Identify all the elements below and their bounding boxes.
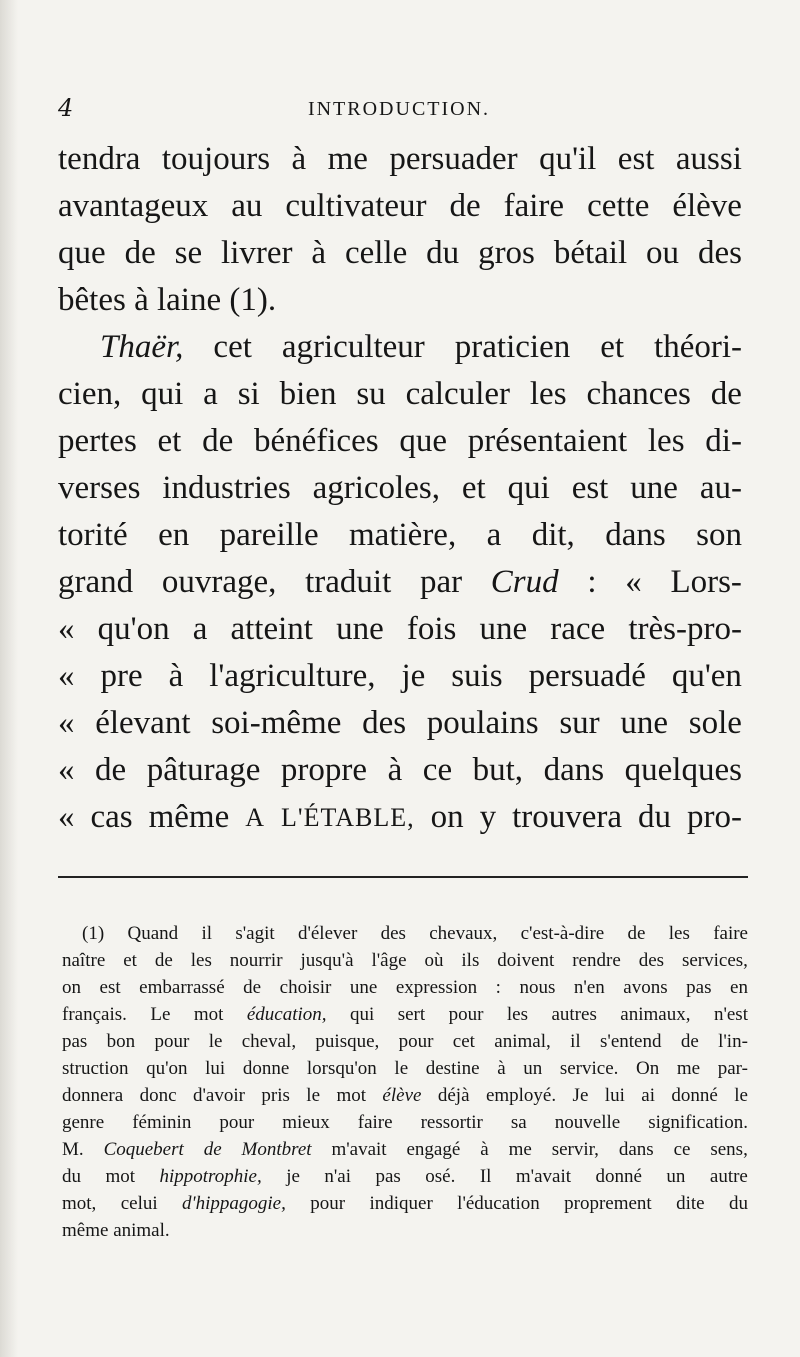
word: cien, bbox=[58, 376, 122, 412]
word: quelques bbox=[624, 752, 742, 788]
word: m'avait bbox=[331, 1139, 387, 1160]
word: torité bbox=[58, 517, 128, 553]
footnote-line bbox=[62, 1163, 748, 1190]
word: proprement bbox=[564, 1193, 652, 1214]
word: dans bbox=[543, 752, 605, 788]
body-line bbox=[58, 653, 742, 700]
word: me bbox=[327, 141, 368, 177]
word: « bbox=[625, 564, 642, 600]
word: sert bbox=[397, 1004, 426, 1025]
word: une bbox=[479, 611, 528, 647]
word: le bbox=[208, 1031, 223, 1052]
word: on bbox=[62, 977, 81, 998]
word: pas bbox=[686, 977, 712, 998]
word: M. bbox=[62, 1139, 84, 1160]
word: même bbox=[148, 799, 230, 835]
word: race bbox=[550, 611, 606, 647]
body-line bbox=[58, 700, 742, 747]
footnote-line bbox=[62, 947, 748, 974]
word: nourrir bbox=[229, 950, 283, 971]
word: persuader bbox=[389, 141, 518, 177]
word: a bbox=[486, 517, 502, 553]
word: les bbox=[529, 376, 567, 412]
word: chances bbox=[586, 376, 691, 412]
body-line bbox=[58, 794, 742, 841]
word: à bbox=[134, 282, 149, 318]
word: pour bbox=[310, 1193, 346, 1214]
word: en bbox=[730, 977, 748, 998]
word: services, bbox=[681, 950, 748, 971]
word: me bbox=[676, 1058, 701, 1079]
word: n'ai bbox=[324, 1166, 352, 1187]
word: et bbox=[461, 470, 486, 506]
word: très-pro- bbox=[628, 611, 742, 647]
word: éducation, bbox=[246, 1004, 327, 1025]
word: mot bbox=[336, 1085, 366, 1106]
word: et bbox=[157, 423, 182, 459]
word: l'éducation bbox=[457, 1193, 540, 1214]
word: matière, bbox=[349, 517, 457, 553]
word: le bbox=[394, 1058, 409, 1079]
word: embarrassé bbox=[139, 977, 225, 998]
word: l'agriculture, bbox=[209, 658, 376, 694]
word: du bbox=[62, 1166, 81, 1187]
word: ressortir bbox=[420, 1112, 483, 1133]
word: traduit bbox=[305, 564, 392, 600]
footnote-line bbox=[62, 974, 748, 1001]
word: but, bbox=[472, 752, 524, 788]
word: cet bbox=[452, 1031, 475, 1052]
word: il bbox=[201, 923, 212, 944]
word: faire bbox=[357, 1112, 393, 1133]
word: servir, bbox=[551, 1139, 599, 1160]
word: : bbox=[587, 564, 597, 600]
word: d'avoir bbox=[192, 1085, 245, 1106]
word: son bbox=[696, 517, 742, 553]
word: lui bbox=[604, 1085, 625, 1106]
word: bénéfices bbox=[253, 423, 379, 459]
word: me bbox=[508, 1139, 532, 1160]
word: (1) bbox=[82, 923, 105, 944]
word: au bbox=[231, 188, 263, 224]
word: calculer bbox=[405, 376, 510, 412]
word: un bbox=[523, 1058, 543, 1079]
word: est bbox=[571, 470, 609, 506]
word: y bbox=[479, 799, 497, 835]
word: qu'on bbox=[146, 1058, 188, 1079]
word: est bbox=[99, 977, 121, 998]
word: sole bbox=[688, 705, 742, 741]
word: ce bbox=[422, 752, 453, 788]
word: du bbox=[728, 1193, 748, 1214]
word: rendre bbox=[572, 950, 621, 971]
word: ils bbox=[461, 950, 480, 971]
word: autres bbox=[551, 1004, 597, 1025]
word: des bbox=[638, 950, 665, 971]
word: Lors- bbox=[670, 564, 742, 600]
word: de bbox=[449, 188, 481, 224]
word: bêtes bbox=[58, 282, 126, 318]
word: animaux, bbox=[620, 1004, 691, 1025]
word: même bbox=[62, 1220, 109, 1241]
word: que bbox=[399, 423, 447, 459]
footnote-line bbox=[62, 1190, 748, 1217]
word: et bbox=[600, 329, 625, 365]
word: pris bbox=[261, 1085, 290, 1106]
word: les bbox=[647, 423, 685, 459]
word: suis bbox=[451, 658, 503, 694]
word: puisque, bbox=[315, 1031, 380, 1052]
word: donc bbox=[139, 1085, 177, 1106]
word: c'est-à-dire bbox=[520, 923, 605, 944]
word: cas bbox=[90, 799, 133, 835]
footnote-line bbox=[62, 1109, 748, 1136]
word: une bbox=[620, 705, 669, 741]
footnotes bbox=[62, 920, 748, 1244]
word: une bbox=[336, 611, 384, 647]
word: Quand bbox=[127, 923, 179, 944]
word: cheval, bbox=[241, 1031, 297, 1052]
word: propre bbox=[280, 752, 368, 788]
word: de bbox=[680, 1031, 699, 1052]
word: du bbox=[426, 235, 460, 271]
body-line bbox=[58, 418, 742, 465]
word: A bbox=[245, 803, 266, 832]
word: dit, bbox=[531, 517, 575, 553]
word: une bbox=[349, 977, 378, 998]
word: dans bbox=[605, 517, 666, 553]
word: verses bbox=[58, 470, 141, 506]
word: pertes bbox=[58, 423, 137, 459]
word: élève bbox=[672, 188, 742, 224]
word: qui bbox=[350, 1004, 375, 1025]
word: Montbret bbox=[241, 1139, 312, 1160]
word: pas bbox=[62, 1031, 88, 1052]
word: Je bbox=[572, 1085, 589, 1106]
word: se bbox=[174, 235, 203, 271]
word: dans bbox=[618, 1139, 654, 1160]
word: est bbox=[617, 141, 655, 177]
word: celui bbox=[120, 1193, 158, 1214]
word: Coquebert bbox=[103, 1139, 184, 1160]
word: « bbox=[58, 799, 75, 835]
word: ouvrage, bbox=[161, 564, 277, 600]
word: livrer bbox=[221, 235, 293, 271]
word: animal. bbox=[113, 1220, 170, 1241]
word: employé. bbox=[485, 1085, 557, 1106]
footnote-line bbox=[62, 1001, 748, 1028]
word: dite bbox=[676, 1193, 705, 1214]
word: par bbox=[419, 564, 463, 600]
word: atteint bbox=[230, 611, 313, 647]
word: en bbox=[158, 517, 190, 553]
body-line bbox=[58, 277, 742, 324]
word: donne bbox=[242, 1058, 290, 1079]
word: « bbox=[58, 658, 75, 694]
word: Le bbox=[150, 1004, 171, 1025]
body-line bbox=[58, 559, 742, 606]
body-text bbox=[58, 136, 742, 841]
word: poulains bbox=[426, 705, 539, 741]
word: élevant bbox=[95, 705, 191, 741]
word: pareille bbox=[219, 517, 319, 553]
word: si bbox=[237, 376, 260, 412]
page-number: 4 bbox=[58, 94, 74, 122]
word: animal, bbox=[494, 1031, 551, 1052]
word: naître bbox=[62, 950, 106, 971]
word: destine bbox=[425, 1058, 480, 1079]
word: le bbox=[306, 1085, 321, 1106]
body-line bbox=[58, 324, 742, 371]
word: à bbox=[168, 658, 184, 694]
word: des bbox=[362, 705, 407, 741]
word: mieux bbox=[282, 1112, 330, 1133]
word: celle bbox=[344, 235, 408, 271]
word: au- bbox=[699, 470, 742, 506]
word: On bbox=[636, 1058, 660, 1079]
word: trouvera bbox=[512, 799, 623, 835]
footnote-line bbox=[62, 1028, 748, 1055]
word: (1). bbox=[229, 282, 277, 318]
word: le bbox=[734, 1085, 748, 1106]
word: de bbox=[627, 923, 646, 944]
word: les bbox=[668, 923, 690, 944]
word: service. bbox=[559, 1058, 619, 1079]
word: aussi bbox=[675, 141, 742, 177]
word: des bbox=[380, 923, 406, 944]
word: s'entend bbox=[600, 1031, 662, 1052]
word: n'est bbox=[713, 1004, 748, 1025]
word: osé. bbox=[425, 1166, 456, 1187]
word: du bbox=[638, 799, 672, 835]
word: présentaient bbox=[467, 423, 628, 459]
word: de bbox=[710, 376, 742, 412]
word: pas bbox=[375, 1166, 401, 1187]
word: praticien bbox=[454, 329, 571, 365]
word: qui bbox=[141, 376, 184, 412]
word: cultivateur bbox=[285, 188, 427, 224]
word: l'âge bbox=[371, 950, 407, 971]
word: lui bbox=[205, 1058, 226, 1079]
word: ou bbox=[646, 235, 680, 271]
word: qui bbox=[507, 470, 550, 506]
word: autre bbox=[709, 1166, 748, 1187]
word: m'avait bbox=[515, 1166, 572, 1187]
word: des bbox=[697, 235, 742, 271]
word: laine bbox=[156, 282, 222, 318]
word: ce bbox=[673, 1139, 691, 1160]
word: doivent bbox=[497, 950, 555, 971]
word: on bbox=[430, 799, 464, 835]
word: je bbox=[286, 1166, 300, 1187]
word: à bbox=[497, 1058, 506, 1079]
word: expression bbox=[395, 977, 478, 998]
body-line bbox=[58, 136, 742, 183]
word: chevaux, bbox=[429, 923, 498, 944]
page-header bbox=[58, 94, 740, 124]
word: choisir bbox=[279, 977, 332, 998]
word: tendra bbox=[58, 141, 141, 177]
body-line bbox=[58, 183, 742, 230]
word: il bbox=[570, 1031, 581, 1052]
word: où bbox=[424, 950, 444, 971]
word: avantageux bbox=[58, 188, 209, 224]
word: nouvelle bbox=[554, 1112, 621, 1133]
footnote-line bbox=[62, 920, 748, 947]
word: sens, bbox=[710, 1139, 748, 1160]
word: hippotrophie, bbox=[159, 1166, 262, 1187]
word: struction bbox=[62, 1058, 129, 1079]
word: pour bbox=[448, 1004, 484, 1025]
word: de bbox=[202, 423, 234, 459]
word: di- bbox=[705, 423, 742, 459]
word: une bbox=[630, 470, 678, 506]
word: L'ÉTABLE, bbox=[281, 803, 415, 832]
word: de bbox=[203, 1139, 222, 1160]
body-line bbox=[58, 230, 742, 277]
word: persuadé bbox=[528, 658, 646, 694]
word: mot bbox=[193, 1004, 224, 1025]
body-line bbox=[58, 465, 742, 512]
body-line bbox=[58, 747, 742, 794]
word: Il bbox=[479, 1166, 492, 1187]
word: toujours bbox=[161, 141, 271, 177]
page-edge-shadow bbox=[0, 0, 18, 1357]
word: et bbox=[123, 950, 137, 971]
word: s'agit bbox=[235, 923, 275, 944]
word: pâturage bbox=[146, 752, 261, 788]
word: qu'il bbox=[539, 141, 597, 177]
word: avons bbox=[623, 977, 668, 998]
word: soi-même bbox=[211, 705, 342, 741]
word: fois bbox=[406, 611, 457, 647]
word: sur bbox=[559, 705, 600, 741]
word: théori- bbox=[654, 329, 742, 365]
word: féminin bbox=[132, 1112, 192, 1133]
running-title: INTRODUCTION. bbox=[307, 98, 491, 120]
word: Crud bbox=[490, 564, 559, 600]
word: bien bbox=[279, 376, 337, 412]
word: faire bbox=[713, 923, 748, 944]
word: par- bbox=[717, 1058, 748, 1079]
word: cette bbox=[587, 188, 650, 224]
word: français. bbox=[62, 1004, 127, 1025]
word: donné bbox=[671, 1085, 718, 1106]
word: nous bbox=[519, 977, 556, 998]
word: indiquer bbox=[369, 1193, 433, 1214]
word: lorsqu'on bbox=[306, 1058, 377, 1079]
word: : bbox=[495, 977, 501, 998]
word: que bbox=[58, 235, 106, 271]
word: donnera bbox=[62, 1085, 124, 1106]
word: pro- bbox=[687, 799, 742, 835]
word: jusqu'à bbox=[300, 950, 354, 971]
footnote-rule bbox=[58, 876, 748, 878]
word: donné bbox=[595, 1166, 642, 1187]
word: qu'en bbox=[671, 658, 742, 694]
word: de bbox=[95, 752, 127, 788]
word: agricoles, bbox=[312, 470, 440, 506]
word: « bbox=[58, 611, 75, 647]
body-line bbox=[58, 606, 742, 653]
word: pour bbox=[219, 1112, 255, 1133]
word: su bbox=[356, 376, 386, 412]
body-line bbox=[58, 371, 742, 418]
word: pour bbox=[398, 1031, 434, 1052]
word: qu'on bbox=[97, 611, 170, 647]
word: industries bbox=[162, 470, 291, 506]
word: un bbox=[666, 1166, 686, 1187]
word: de bbox=[124, 235, 156, 271]
word: les bbox=[506, 1004, 529, 1025]
word: « bbox=[58, 752, 75, 788]
word: d'hippagogie, bbox=[182, 1193, 286, 1214]
word: je bbox=[401, 658, 426, 694]
word: bétail bbox=[553, 235, 628, 271]
word: élève bbox=[382, 1085, 422, 1106]
word: genre bbox=[62, 1112, 105, 1133]
word: a bbox=[192, 611, 208, 647]
word: à bbox=[480, 1139, 489, 1160]
word: déjà bbox=[437, 1085, 470, 1106]
word: engagé bbox=[406, 1139, 461, 1160]
word: à bbox=[311, 235, 327, 271]
word: gros bbox=[478, 235, 535, 271]
word: mot bbox=[105, 1166, 136, 1187]
word: bon bbox=[106, 1031, 136, 1052]
word: les bbox=[190, 950, 212, 971]
word: ai bbox=[641, 1085, 655, 1106]
word: signification. bbox=[648, 1112, 748, 1133]
word: agriculteur bbox=[281, 329, 425, 365]
word: mot, bbox=[62, 1193, 97, 1214]
footnote-line bbox=[62, 1055, 748, 1082]
footnote-line bbox=[62, 1217, 748, 1244]
word: n'en bbox=[573, 977, 605, 998]
footnote-line bbox=[62, 1082, 748, 1109]
word: a bbox=[203, 376, 218, 412]
word: l'in- bbox=[718, 1031, 748, 1052]
body-line bbox=[58, 512, 742, 559]
word: à bbox=[291, 141, 307, 177]
footnote-line bbox=[62, 1136, 748, 1163]
word: de bbox=[243, 977, 262, 998]
word: sa bbox=[510, 1112, 527, 1133]
word: faire bbox=[503, 188, 565, 224]
word: pre bbox=[100, 658, 143, 694]
word: cet bbox=[213, 329, 252, 365]
word: à bbox=[387, 752, 403, 788]
word: pour bbox=[154, 1031, 190, 1052]
word: grand bbox=[58, 564, 134, 600]
word: d'élever bbox=[297, 923, 358, 944]
word: Thaër, bbox=[100, 329, 184, 365]
word: « bbox=[58, 705, 75, 741]
word: de bbox=[154, 950, 173, 971]
